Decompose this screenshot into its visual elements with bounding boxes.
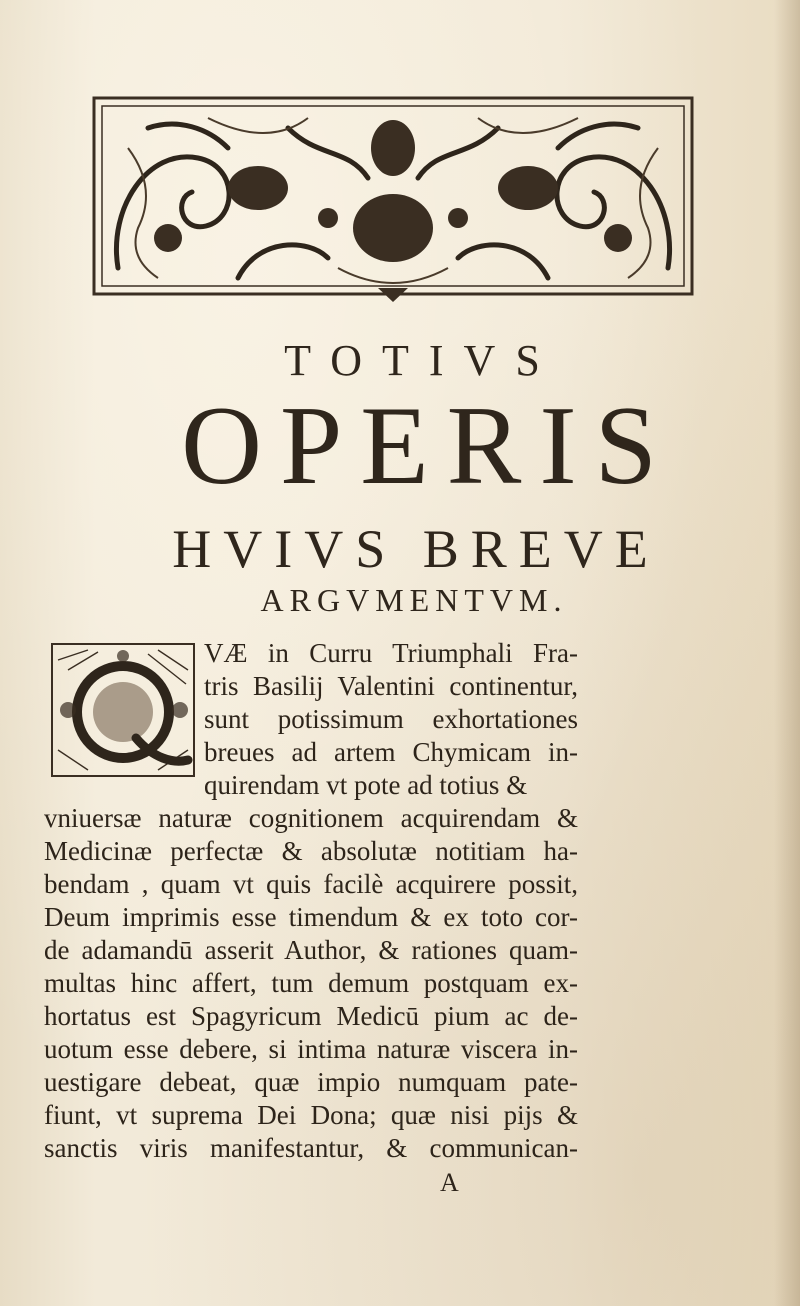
body-line: Medicinæ perfectæ & absolutæ notitiam ha- (44, 836, 578, 866)
title-line-argumentum: ARGVMENTVM. (260, 582, 568, 618)
body-line: sunt potissimum exhortationes (204, 704, 578, 734)
body-line: sanctis viris manifestantur, & communican- (44, 1133, 578, 1163)
catchword: A (440, 1168, 459, 1197)
body-line: vniuersæ naturæ cognitionem acquirendam & (44, 803, 578, 833)
initial-spacer (44, 637, 204, 787)
body-line: breues ad artem Chymicam in- (204, 737, 578, 767)
body-line: tris Basilij Valentini continentur, (204, 671, 578, 701)
body-line: VÆ in Curru Triumphali Fra- (204, 638, 578, 668)
page-edge-shadow (774, 0, 800, 1306)
body-line: multas hinc affert, tum demum postquam ex- (44, 968, 578, 998)
title-line-huius-breve: HVIVS BREVE (172, 519, 660, 579)
body-line: Deum imprimis esse timendum & ex toto cor- (44, 902, 578, 932)
headpiece-ornament-icon (88, 88, 698, 308)
body-line: quirendam vt pote ad totius & (204, 770, 528, 800)
title-line-totius: TOTIVS (284, 336, 560, 385)
body-line: uestigare debeat, quæ impio numquam pate- (44, 1067, 578, 1097)
body-line: fiunt, vt suprema Dei Dona; quæ nisi pijs & (44, 1100, 578, 1130)
body-line: de adamandū asserit Author, & rationes quam- (44, 935, 578, 965)
body-line: bendam , quam vt quis facilè acquirere possit, (44, 869, 578, 899)
body-line: uotum esse debere, si intima naturæ viscera in- (44, 1034, 578, 1064)
title-line-operis: OPERIS (181, 384, 675, 508)
body-text (44, 637, 578, 1165)
body-line: hortatus est Spagyricum Medicū pium ac de- (44, 1001, 578, 1031)
